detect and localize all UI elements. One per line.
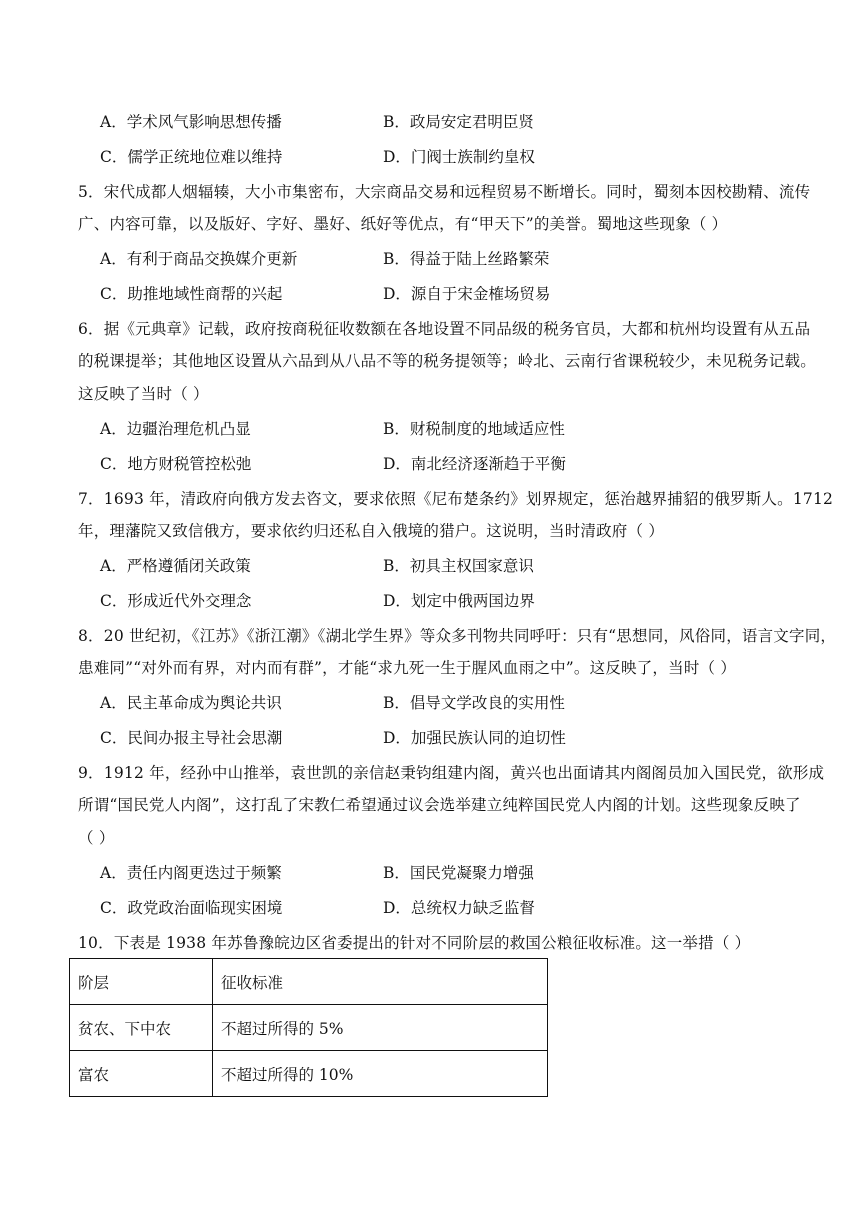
q6-option-a: A．边疆治理危机凸显 [100,420,251,438]
table-cell: 富农 [70,1051,213,1097]
q8-option-d: D．加强民族认同的迫切性 [383,729,566,747]
table-cell: 不超过所得的 5% [213,1005,548,1051]
q9-stem-line: （ ） [78,829,115,847]
q5-option-d: D．源自于宋金榷场贸易 [383,285,551,303]
q6-stem-line: 6．据《元典章》记载，政府按商税征收数额在各地设置不同品级的税务官员，大都和杭州均设置有从五品 [78,320,811,338]
q10-table [69,958,548,1097]
q7-option-d: D．划定中俄两国边界 [383,592,535,610]
q5-stem-line: 5．宋代成都人烟辐辏，大小市集密布，大宗商品交易和远程贸易不断增长。同时，蜀刻本因校勘精、流传 [78,183,811,201]
q7-stem-line: 年，理藩院又致信俄方，要求依约归还私自入俄境的猎户。这说明，当时清政府（ ） [78,522,665,540]
table-cell: 不超过所得的 10% [213,1051,548,1097]
q6-option-d: D．南北经济逐渐趋于平衡 [383,455,566,473]
q7-option-c: C．形成近代外交理念 [100,592,252,610]
q9-option-d: D．总统权力缺乏监督 [383,899,535,917]
table-cell: 贫农、下中农 [70,1005,213,1051]
q7-option-a: A．严格遵循闭关政策 [100,557,251,575]
q6-option-b: B．财税制度的地域适应性 [383,420,565,438]
q6-stem-line: 的税课提举；其他地区设置从六品到从八品不等的税务提领等；岭北、云南行省课税较少，未见税务记载。 [78,352,816,370]
q5-option-b: B．得益于陆上丝路繁荣 [383,250,550,268]
q5-option-a: A．有利于商品交换媒介更新 [100,250,298,268]
q7-option-b: B．初具主权国家意识 [383,557,534,575]
q6-option-c: C．地方财税管控松弛 [100,455,252,473]
q4-option-d: D．门阀士族制约皇权 [383,148,535,166]
q5-stem-line: 广、内容可靠，以及版好、字好、墨好、纸好等优点，有“甲天下”的美誉。蜀地这些现象（ ） [78,215,728,233]
q8-option-c: C．民间办报主导社会思潮 [100,729,283,747]
q7-stem-line: 7．1693 年，清政府向俄方发去咨文，要求依照《尼布楚条约》划界规定，惩治越界捕貂的俄罗斯人。1712 [78,490,834,508]
table-header-cell: 阶层 [70,959,213,1005]
q8-option-b: B．倡导文学改良的实用性 [383,694,565,712]
q6-stem-line: 这反映了当时（ ） [78,385,209,403]
table-row [70,1051,548,1097]
q9-option-a: A．责任内阁更迭过于频繁 [100,864,282,882]
q9-stem-line: 9．1912 年，经孙中山推举，袁世凯的亲信赵秉钧组建内阁，黄兴也出面请其内阁阁员加入国民党，欲形成 [78,764,825,782]
q8-stem-line: 8．20 世纪初，《江苏》《浙江潮》《湖北学生界》等众多刊物共同呼吁：只有“思想同，风俗同，语言文字同， [78,627,837,645]
table-header-row [70,959,548,1005]
q9-option-b: B．国民党凝聚力增强 [383,864,534,882]
q8-stem-line: 患难同”“对外而有界，对内而有群”，才能“求九死一生于腥风血雨之中”。这反映了，当时（ ） [78,659,737,677]
q4-option-a: A．学术风气影响思想传播 [100,113,282,131]
table-header-cell: 征收标准 [213,959,548,1005]
q4-option-b: B．政局安定君明臣贤 [383,113,534,131]
q9-option-c: C．政党政治面临现实困境 [100,899,283,917]
q5-option-c: C．助推地域性商帮的兴起 [100,285,283,303]
q8-option-a: A．民主革命成为舆论共识 [100,694,282,712]
q9-stem-line: 所谓“国民党人内阁”，这打乱了宋教仁希望通过议会选举建立纯粹国民党人内阁的计划。这些现象反映了 [78,796,801,814]
q10-stem: 10．下表是 1938 年苏鲁豫皖边区省委提出的针对不同阶层的救国公粮征收标准。这一举措（ ） [78,934,751,952]
table-row [70,1005,548,1051]
q4-option-c: C．儒学正统地位难以维持 [100,148,283,166]
